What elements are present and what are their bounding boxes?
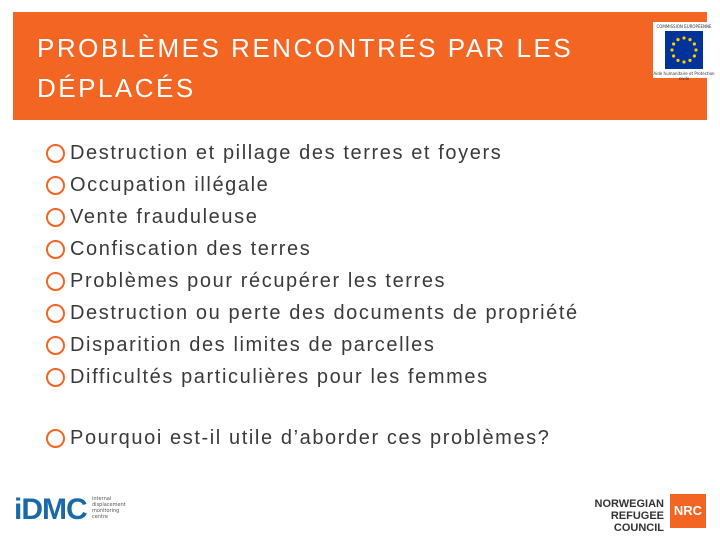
nrc-logo (566, 492, 716, 532)
idmc-sub-line: displacement (92, 502, 126, 508)
slide-title (37, 28, 647, 108)
eu-star-icon (672, 54, 675, 57)
nrc-name (566, 498, 664, 534)
bullet-text: Confiscation des terres (70, 237, 312, 260)
bullet-ring-icon (46, 429, 65, 448)
question-item (46, 422, 550, 454)
idmc-wordmark: iDMC (14, 493, 87, 526)
list-item (46, 233, 579, 265)
list-item (46, 361, 579, 393)
eu-star-icon (688, 59, 691, 62)
nrc-name-line-2: REFUGEE COUNCIL (610, 510, 664, 534)
bullet-text: Vente frauduleuse (70, 205, 259, 228)
title-bar (13, 12, 715, 120)
bullet-ring-icon (46, 336, 65, 355)
idmc-sub-line: monitoring (92, 508, 120, 514)
bullet-ring-icon (46, 304, 65, 323)
list-item (46, 297, 579, 329)
nrc-name-line-1: NORWEGIAN (594, 498, 664, 510)
eu-star-icon (693, 42, 696, 45)
bullet-ring-icon (46, 368, 65, 387)
list-item (46, 265, 579, 297)
eu-flag-icon (665, 31, 703, 69)
bullet-text: Destruction ou perte des documents de propriété (70, 301, 579, 324)
idmc-subtitle (92, 496, 152, 520)
eu-star-icon (676, 59, 679, 62)
bullet-ring-icon (46, 176, 65, 195)
eu-star-icon (672, 42, 675, 45)
bullet-text: Occupation illégale (70, 173, 270, 196)
question-block (46, 422, 550, 454)
eu-star-icon (694, 48, 697, 51)
bullet-text: Problèmes pour récupérer les terres (70, 269, 447, 292)
bullet-ring-icon (46, 272, 65, 291)
idmc-sub-line: internal (92, 496, 112, 502)
eu-star-icon (682, 60, 685, 63)
bullet-ring-icon (46, 144, 65, 163)
eu-star-icon (670, 48, 673, 51)
slide-title-line-1: PROBLÈMES RENCONTRÉS PAR LES (37, 33, 574, 63)
eu-star-icon (688, 38, 691, 41)
bullet-text: Disparition des limites de parcelles (70, 333, 436, 356)
list-item (46, 137, 579, 169)
eu-star-icon (682, 36, 685, 39)
list-item (46, 169, 579, 201)
bullet-list (46, 137, 579, 393)
nrc-badge: NRC (670, 494, 706, 528)
eu-logo (653, 22, 715, 81)
list-item (46, 201, 579, 233)
idmc-logo (12, 494, 152, 526)
eu-caption-bottom: Aide humanitaire et Protection civile (653, 71, 715, 81)
eu-star-icon (693, 54, 696, 57)
eu-caption-top: COMMISSION EUROPÉENNE (656, 24, 712, 29)
bullet-text: Destruction et pillage des terres et foyers (70, 141, 503, 164)
idmc-sub-line: centre (92, 514, 108, 520)
list-item (46, 329, 579, 361)
bullet-text: Difficultés particulières pour les femmes (70, 365, 489, 388)
question-text: Pourquoi est-il utile d’aborder ces problèmes? (70, 426, 551, 449)
eu-star-icon (676, 38, 679, 41)
bullet-ring-icon (46, 208, 65, 227)
bullet-ring-icon (46, 240, 65, 259)
slide-title-line-2: DÉPLACÉS (37, 73, 196, 103)
